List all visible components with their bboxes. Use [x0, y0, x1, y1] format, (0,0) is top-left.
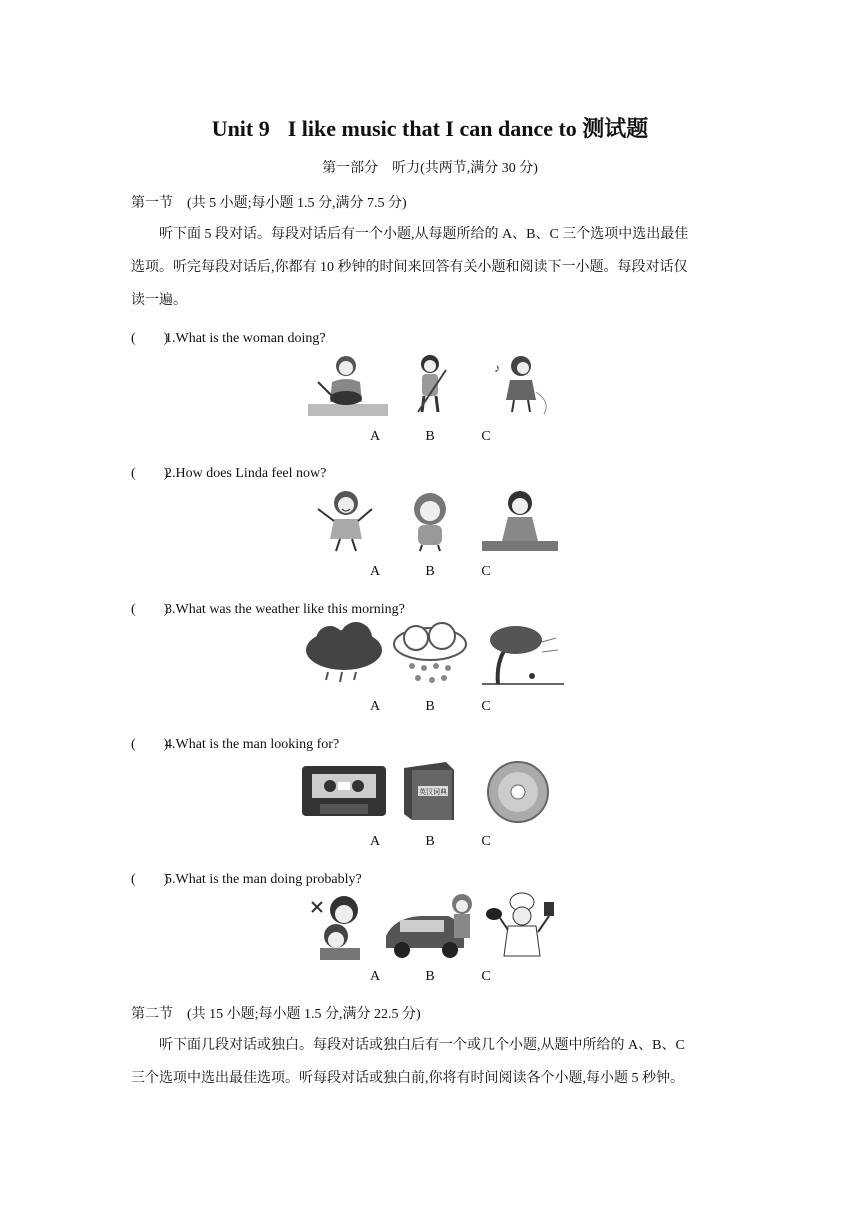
question-text: 4.What is the man looking for?: [165, 737, 340, 752]
dictionary-book-image: [404, 762, 454, 820]
option-c-label[interactable]: C: [481, 834, 491, 849]
girl-sweeping-image: [418, 355, 446, 412]
section2-heading: 第二节 (共 15 小题;每小题 1.5 分,满分 22.5 分): [131, 1007, 421, 1022]
mechanic-with-car-image: [386, 894, 472, 958]
question-3-images: [302, 622, 564, 688]
answer-blank[interactable]: ( ): [131, 602, 169, 617]
question-5-options: [0, 969, 860, 987]
option-a-label[interactable]: A: [369, 834, 381, 849]
title-text: I like music that I can dance to 测试题: [287, 116, 649, 141]
page-title: [0, 112, 860, 143]
question-2-images: [306, 487, 564, 553]
svg-text:♪: ♪: [494, 361, 500, 375]
question-1: [131, 327, 326, 347]
instruction-line: 选项。听完每段对话后,你都有 10 秒钟的时间来回答有关小题和阅读下一小题。每段对话仅: [131, 260, 688, 275]
option-a-label[interactable]: A: [369, 564, 381, 579]
question-text: 1.What is the woman doing?: [165, 331, 326, 346]
option-b-label[interactable]: B: [425, 969, 435, 984]
question-5: [131, 868, 362, 888]
unit-label: Unit 9: [211, 116, 270, 141]
compact-disc-image: [488, 762, 548, 822]
instruction-line: 听下面 5 段对话。每段对话后有一个小题,从每题所给的 A、B、C 三个选项中选出最佳: [159, 227, 689, 242]
question-4-images: [300, 758, 556, 824]
section1-heading: 第一节 (共 5 小题;每小题 1.5 分,满分 7.5 分): [131, 196, 407, 211]
instruction-line: 听下面几段对话或独白。每段对话或独白后有一个或几个小题,从题中所给的 A、B、C: [159, 1038, 685, 1053]
question-2: [131, 462, 326, 482]
question-1-images: [306, 352, 564, 418]
option-c-label[interactable]: C: [481, 969, 491, 984]
option-b-label[interactable]: B: [425, 834, 435, 849]
question-3-options: [0, 699, 860, 717]
option-b-label[interactable]: B: [425, 699, 435, 714]
hail-cloud-image: [394, 623, 466, 683]
question-3: [131, 598, 405, 618]
option-a-label[interactable]: A: [369, 429, 381, 444]
option-c-label[interactable]: C: [481, 699, 491, 714]
happy-girl-image: [318, 491, 372, 551]
answer-blank[interactable]: ( ): [131, 331, 169, 346]
option-b-label[interactable]: B: [425, 429, 435, 444]
answer-blank[interactable]: ( ): [131, 737, 169, 752]
woman-cooking-image: [308, 356, 388, 416]
option-b-label[interactable]: B: [425, 564, 435, 579]
rainy-cloud-image: [306, 622, 382, 682]
question-text: 5.What is the man doing probably?: [165, 872, 362, 887]
question-text: 3.What was the weather like this morning?: [165, 602, 405, 617]
question-2-options: [0, 564, 860, 582]
option-c-label[interactable]: C: [481, 564, 491, 579]
option-a-label[interactable]: A: [369, 969, 381, 984]
answer-blank[interactable]: ( ): [131, 872, 169, 887]
chef-cooking-image: [486, 893, 554, 956]
section1-instructions: [131, 218, 731, 317]
section2-instructions: [131, 1029, 731, 1095]
question-4: [131, 733, 339, 753]
instruction-line: 读一遍。: [131, 293, 187, 308]
option-c-label[interactable]: C: [481, 429, 491, 444]
windy-tree-image: [482, 626, 564, 684]
option-a-label[interactable]: A: [369, 699, 381, 714]
barber-cutting-hair-image: [312, 896, 360, 960]
book-cover-text: 英汉词典: [419, 788, 447, 796]
question-4-options: [0, 834, 860, 852]
question-5-images: [304, 892, 560, 960]
answer-blank[interactable]: ( ): [131, 466, 169, 481]
instruction-line: 三个选项中选出最佳选项。听每段对话或独白前,你将有时间阅读各个小题,每小题 5 秒钟。: [131, 1071, 684, 1086]
sad-girl-sitting-image: [482, 491, 558, 551]
question-text: 2.How does Linda feel now?: [165, 466, 327, 481]
crying-girl-image: [414, 493, 446, 551]
cassette-tape-image: [302, 766, 386, 816]
girl-singing-image: [494, 356, 546, 414]
part-subtitle: 第一部分 听力(共两节,满分 30 分): [322, 161, 538, 176]
question-1-options: [0, 429, 860, 447]
